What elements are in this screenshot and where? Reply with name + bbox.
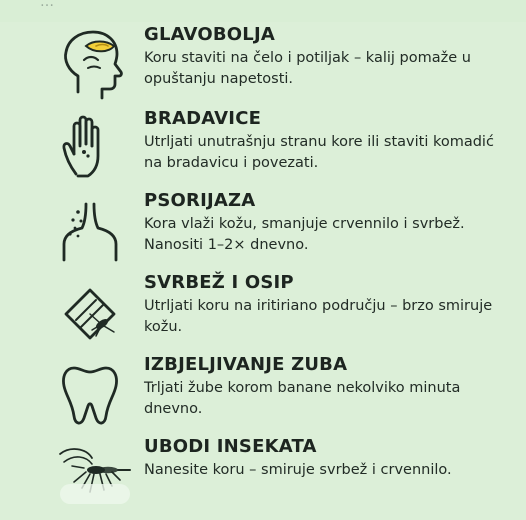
item-title: PSORIJAZA — [144, 190, 256, 211]
list-item-izbjeljivanje-zuba — [0, 354, 526, 436]
list-item-svrbez-i-osip — [0, 272, 526, 354]
bottom-cropped-decoration — [60, 484, 130, 504]
item-title: SVRBEŽ I OSIP — [144, 272, 294, 293]
list-item-glavobolja — [0, 24, 526, 106]
list-item-ubodi-insekata — [0, 436, 526, 518]
hand-icon — [48, 108, 132, 192]
item-description: Utrljati koru na iritiriano području – brzo smiruje kožu. — [144, 298, 493, 335]
top-cropped-strip — [0, 0, 526, 22]
list-item-psorijaza — [0, 190, 526, 272]
item-description: Nanesite koru – smiruje svrbež i crvennilo. — [144, 462, 452, 478]
head-with-banana-peel-icon — [48, 24, 132, 108]
item-title: IZBJELJIVANJE ZUBA — [144, 354, 348, 375]
item-description: Trljati žube korom banane nekolviko minuta dnevno. — [144, 380, 461, 417]
item-description: Utrljati unutrašnju stranu kore ili staviti komadić na bradavicu i povezati. — [144, 134, 494, 171]
item-title: BRADAVICE — [144, 108, 262, 129]
mosquito-icon — [48, 436, 132, 520]
item-title: GLAVOBOLJA — [144, 24, 275, 45]
list-item-bradavice — [0, 108, 526, 190]
tooth-icon — [48, 354, 132, 438]
cropped-heading-fragment: … — [40, 0, 55, 10]
item-description: Koru staviti na čelo i potiljak – kalij pomaže u opuštanju napetosti. — [144, 50, 471, 87]
skin-itch-insect-icon — [48, 272, 132, 356]
item-description: Kora vlaži kožu, smanjuje crvennilo i svrbež. Nanositi 1–2× dnevno. — [144, 216, 465, 253]
shoulders-skin-spots-icon — [48, 190, 132, 274]
item-title: UBODI INSEKATA — [144, 436, 317, 457]
